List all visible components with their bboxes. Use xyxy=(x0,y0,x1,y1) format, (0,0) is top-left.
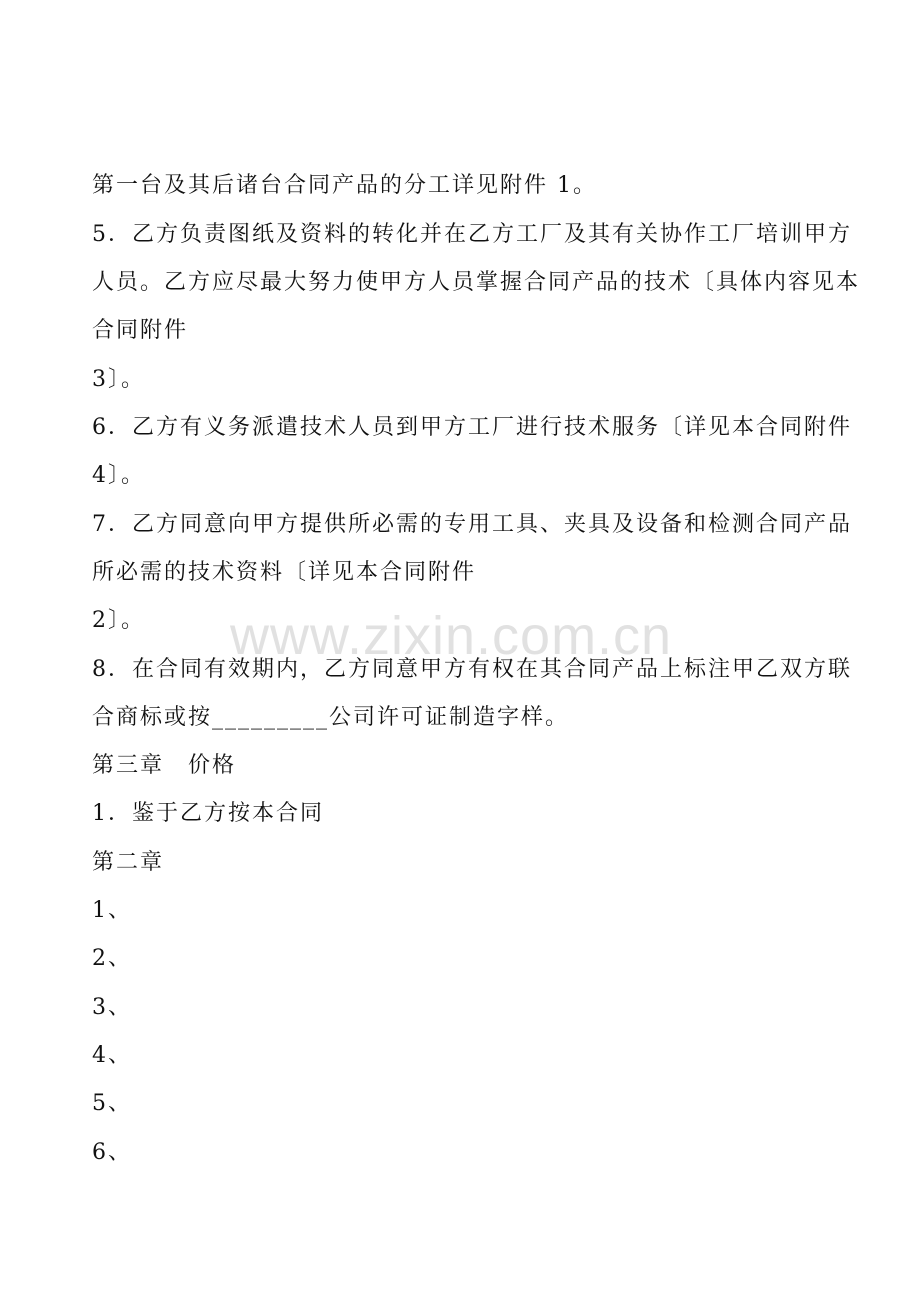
text-line: 合同附件 xyxy=(92,318,189,343)
text-line: 1．鉴于乙方按本合同 xyxy=(92,801,324,826)
chapter-heading: 第二章 xyxy=(92,850,165,875)
text-line: 6．乙方有义务派遣技术人员到甲方工厂进行技术服务〔详见本合同附件 xyxy=(92,415,852,440)
chapter-heading: 第三章 价格 xyxy=(92,753,237,778)
list-item: 3、 xyxy=(92,995,132,1020)
text-line: 第一台及其后诸台合同产品的分工详见附件 1。 xyxy=(92,173,597,198)
text-line: 2〕。 xyxy=(92,608,145,633)
text-line: 7．乙方同意向甲方提供所必需的专用工具、夹具及设备和检测合同产品 xyxy=(92,512,852,537)
text-line: 合商标或按_________公司许可证制造字样。 xyxy=(92,705,570,730)
list-item: 4、 xyxy=(92,1043,132,1068)
text-line: 5．乙方负责图纸及资料的转化并在乙方工厂及其有关协作工厂培训甲方 xyxy=(92,222,852,247)
list-item: 1、 xyxy=(92,898,132,923)
text-line: 3〕。 xyxy=(92,367,145,392)
text-line: 所必需的技术资料〔详见本合同附件 xyxy=(92,560,477,585)
list-item: 5、 xyxy=(92,1091,132,1116)
watermark: www.zixin.com.cn xyxy=(230,606,673,666)
list-item: 2、 xyxy=(92,946,132,971)
text-line: 人员。乙方应尽最大努力使甲方人员掌握合同产品的技术〔具体内容见本 xyxy=(92,270,861,295)
text-line: 8．在合同有效期内，乙方同意甲方有权在其合同产品上标注甲乙双方联 xyxy=(92,657,852,682)
list-item: 6、 xyxy=(92,1140,132,1165)
text-line: 4〕。 xyxy=(92,463,145,488)
